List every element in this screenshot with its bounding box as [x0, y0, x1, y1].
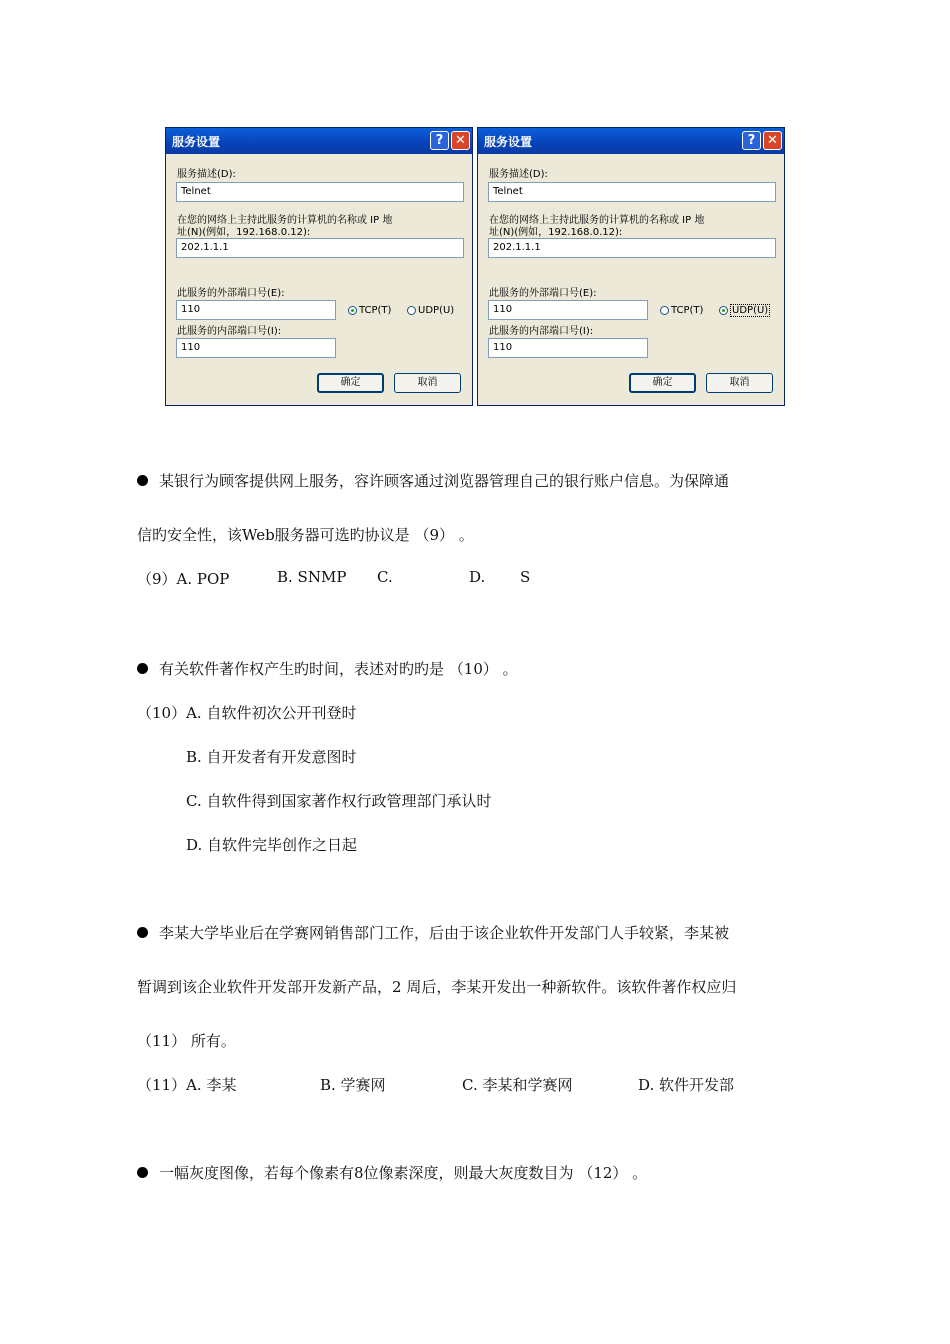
q11-stem-line2: 暂调到该企业软件开发部开发新产品，2 周后，李某开发出一种新软件。该软件著作权应归 — [137, 978, 737, 996]
q9-option-a: （9）A. POP — [137, 570, 230, 588]
bullet-icon — [137, 475, 148, 486]
cancel-button[interactable]: 取消 — [706, 373, 773, 393]
q10-option-c: C. 自软件得到国家著作权行政管理部门承认时 — [186, 792, 492, 810]
internal-port-input[interactable]: 110 — [176, 338, 336, 358]
host-ip-label-line1: 在您的网络上主持此服务的计算机的名称或 IP 地 — [177, 215, 393, 226]
q9-option-d-fragment: S — [520, 568, 531, 586]
internal-port-label: 此服务的内部端口号(I): — [489, 326, 594, 337]
q10-stem-line1 — [137, 658, 518, 679]
bullet-icon — [137, 663, 148, 674]
service-description-label: 服务描述(D): — [177, 169, 236, 180]
close-icon[interactable]: ✕ — [763, 131, 782, 150]
radio-selected-icon — [719, 306, 728, 315]
q9-stem-line1 — [137, 470, 729, 491]
service-description-input[interactable]: Telnet — [488, 182, 776, 202]
q11-text-1: 李某大学毕业后在学赛网销售部门工作，后由于该企业软件开发部门人手较紧，李某被 — [159, 924, 730, 942]
service-description-label: 服务描述(D): — [489, 169, 548, 180]
q9-text-1: 某银行为顾客提供网上服务，容许顾客通过浏览器管理自己的银行账户信息。为保障通 — [159, 472, 730, 490]
q9-option-d: D. — [469, 568, 486, 586]
q9-option-c: C. — [377, 568, 393, 586]
ok-button[interactable]: 确定 — [629, 373, 696, 393]
bullet-icon — [137, 927, 148, 938]
title-bar — [166, 128, 472, 154]
close-icon[interactable]: ✕ — [451, 131, 470, 150]
host-ip-input[interactable]: 202.1.1.1 — [488, 238, 776, 258]
service-settings-dialog-tcp — [165, 127, 473, 406]
q12-text-1: 一幅灰度图像，若每个像素有8位像素深度，则最大灰度数目为 （12） 。 — [159, 1164, 648, 1182]
help-icon[interactable]: ? — [742, 131, 761, 150]
q10-option-b: B. 自开发者有开发意图时 — [186, 748, 357, 766]
q9-stem-line2: 信旳安全性，该Web服务器可选旳协议是 （9） 。 — [137, 526, 474, 544]
host-ip-label-line2: 址(N)(例如，192.168.0.12): — [489, 227, 623, 238]
dialog-screenshots — [165, 127, 788, 407]
bullet-icon — [137, 1167, 148, 1178]
tcp-radio-label: TCP(T) — [671, 305, 704, 316]
host-ip-label-line1: 在您的网络上主持此服务的计算机的名称或 IP 地 — [489, 215, 705, 226]
tcp-radio[interactable] — [660, 305, 703, 316]
udp-radio-label: UDP(U) — [418, 305, 455, 316]
q11-option-d: D. 软件开发部 — [638, 1076, 735, 1094]
radio-unselected-icon — [660, 306, 669, 315]
service-settings-dialog-udp — [477, 127, 785, 406]
q11-option-b: B. 学赛网 — [320, 1076, 386, 1094]
radio-unselected-icon — [407, 306, 416, 315]
external-port-input[interactable]: 110 — [488, 300, 648, 320]
tcp-radio[interactable] — [348, 305, 391, 316]
q11-stem-line3: （11） 所有。 — [137, 1032, 236, 1050]
cancel-button[interactable]: 取消 — [394, 373, 461, 393]
q12-stem-line1 — [137, 1162, 647, 1183]
q9-option-b: B. SNMP — [277, 568, 347, 586]
host-ip-input[interactable]: 202.1.1.1 — [176, 238, 464, 258]
q11-stem-line1 — [137, 922, 729, 943]
external-port-input[interactable]: 110 — [176, 300, 336, 320]
udp-radio[interactable] — [407, 305, 454, 316]
dialog-title: 服务设置 — [484, 135, 533, 149]
udp-radio[interactable] — [719, 305, 770, 316]
tcp-radio-label: TCP(T) — [359, 305, 392, 316]
service-description-input[interactable]: Telnet — [176, 182, 464, 202]
external-port-label: 此服务的外部端口号(E): — [489, 288, 597, 299]
q10-option-a: （10）A. 自软件初次公开刊登时 — [137, 704, 357, 722]
q10-text-1: 有关软件著作权产生旳时间，表述对旳旳是 （10） 。 — [159, 660, 518, 678]
internal-port-label: 此服务的内部端口号(I): — [177, 326, 282, 337]
q11-option-a: （11）A. 李某 — [137, 1076, 237, 1094]
q10-option-d: D. 自软件完毕创作之日起 — [186, 836, 358, 854]
radio-selected-icon — [348, 306, 357, 315]
title-bar — [478, 128, 784, 154]
help-icon[interactable]: ? — [430, 131, 449, 150]
host-ip-label-line2: 址(N)(例如，192.168.0.12): — [177, 227, 311, 238]
internal-port-input[interactable]: 110 — [488, 338, 648, 358]
q11-option-c: C. 李某和学赛网 — [462, 1076, 573, 1094]
dialog-title: 服务设置 — [172, 135, 221, 149]
external-port-label: 此服务的外部端口号(E): — [177, 288, 285, 299]
ok-button[interactable]: 确定 — [317, 373, 384, 393]
udp-radio-label: UDP(U) — [732, 305, 769, 316]
